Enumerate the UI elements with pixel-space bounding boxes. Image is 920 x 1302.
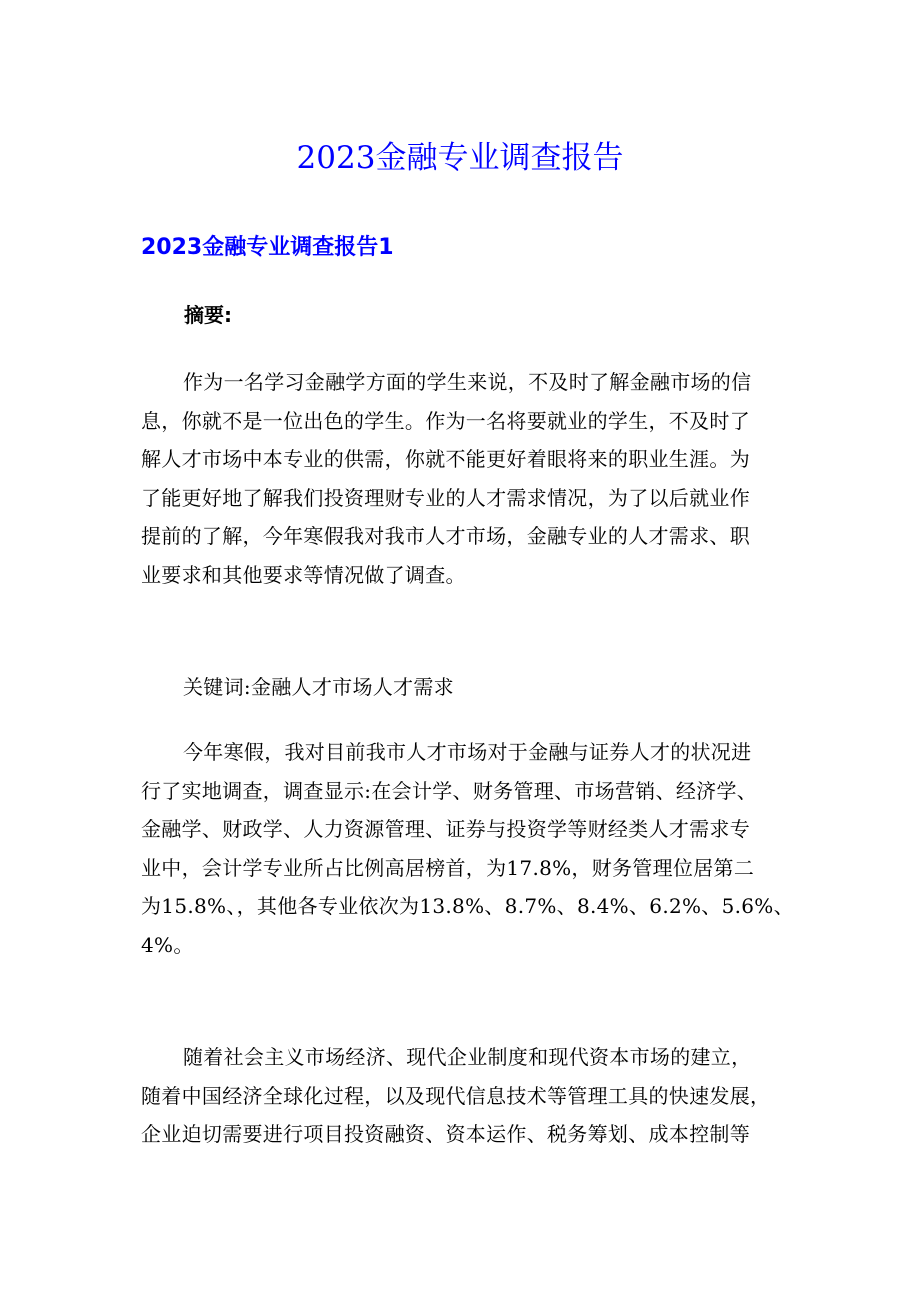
keywords-paragraph xyxy=(141,668,781,707)
development-paragraph xyxy=(141,1038,781,1154)
paragraph-line: 业要求和其他要求等情况做了调查。 xyxy=(141,562,466,587)
abstract-label: 摘要: xyxy=(184,303,232,327)
paragraph-line: 解人才市场中本专业的供需，你就不能更好着眼将来的职业生涯。为 xyxy=(141,447,750,471)
paragraph-line: 提前的了解，今年寒假我对我市人才市场，金融专业的人才需求、职 xyxy=(141,524,750,548)
paragraph-line: 企业迫切需要进行项目投资融资、资本运作、税务筹划、成本控制等 xyxy=(141,1122,750,1146)
paragraph-line: 作为一名学习金融学方面的学生来说，不及时了解金融市场的信 xyxy=(183,370,752,394)
paragraph-line: 息，你就不是一位出色的学生。作为一名将要就业的学生，不及时了 xyxy=(141,408,750,433)
paragraph-line: 4%。 xyxy=(141,932,194,957)
survey-paragraph xyxy=(141,733,794,964)
paragraph-line: 为15.8%、，其他各专业依次为13.8%、8.7%、8.4%、6.2%、5.6%、 xyxy=(141,894,794,918)
paragraph-line: 行了实地调查，调查显示:在会计学、财务管理、市场营销、经济学、 xyxy=(141,778,758,803)
paragraph-line: 随着社会主义市场经济、现代企业制度和现代资本市场的建立， xyxy=(183,1045,752,1069)
paragraph-line: 了能更好地了解我们投资理财专业的人才需求情况，为了以后就业作 xyxy=(141,485,750,510)
paragraph-line: 今年寒假，我对目前我市人才市场对于金融与证券人才的状况进 xyxy=(183,740,752,764)
paragraph-line: 关键词:金融人才市场人才需求 xyxy=(183,675,454,699)
paragraph-line: 金融学、财政学、人力资源管理、证券与投资学等财经类人才需求专 xyxy=(141,817,750,841)
document-title: 2023金融专业调查报告 xyxy=(296,140,624,176)
abstract-paragraph xyxy=(141,363,781,594)
paragraph-line: 随着中国经济全球化过程，以及现代信息技术等管理工具的快速发展， xyxy=(141,1083,771,1108)
section-heading: 2023金融专业调查报告1 xyxy=(141,235,394,260)
paragraph-line: 业中，会计学专业所占比例高居榜首，为17.8%，财务管理位居第二 xyxy=(141,855,755,880)
